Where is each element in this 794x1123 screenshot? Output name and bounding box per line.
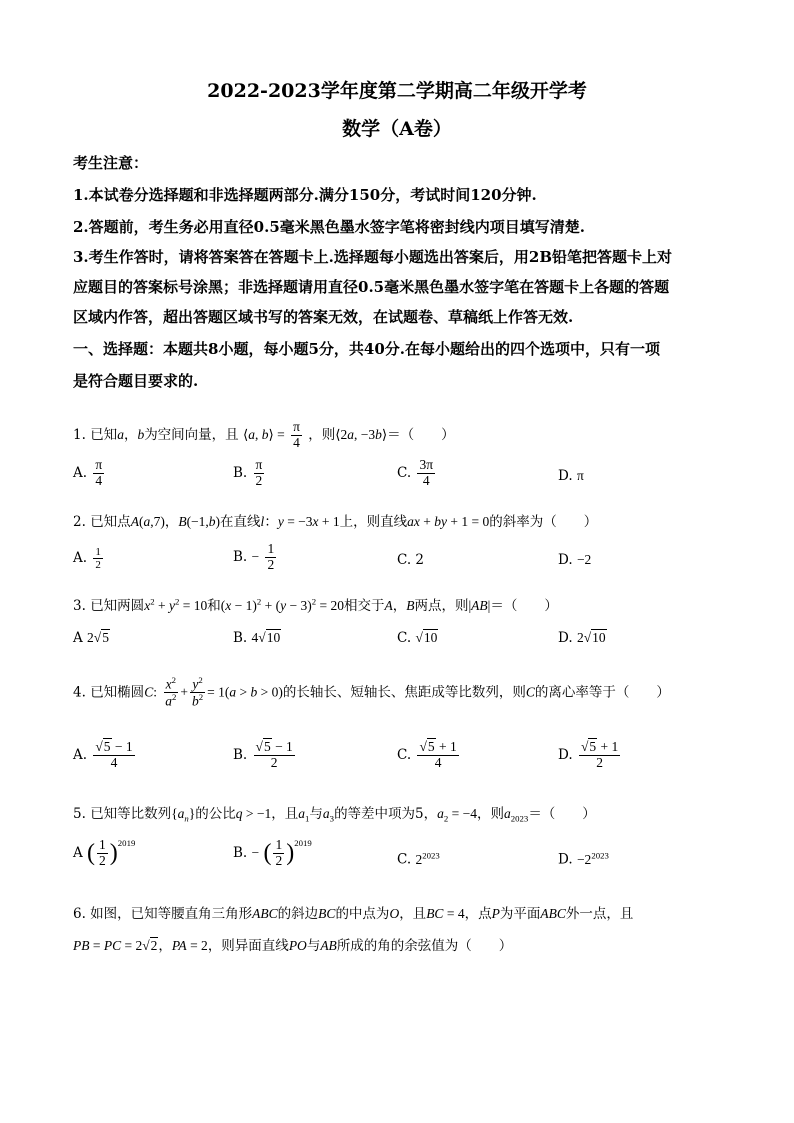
q2-option-a[interactable]: A. $\frac{1}{2}$	[73, 546, 101, 572]
notes-heading: 考生注意：	[73, 154, 149, 172]
note-2: 2.答题前，考生务必用直径0.5毫米黑色墨水签字笔将密封线内项目填写清楚.	[73, 218, 585, 236]
section-1-heading: 一、选择题：本题共8小题，每小题5分，共40分.在每小题给出的四个选项中，只有一项	[73, 340, 660, 358]
q3-option-c[interactable]: C. √10	[397, 630, 438, 646]
q2-option-b[interactable]: B. − $\frac{1}{2}$	[233, 541, 275, 572]
note-1: 1.本试卷分选择题和非选择题两部分.满分150分，考试时间120分钟.	[73, 186, 537, 204]
q1-option-d[interactable]: D. π	[558, 468, 584, 484]
q4-option-d[interactable]: D. $\frac{√5 + 1}{2}$	[558, 739, 619, 770]
q5-option-a[interactable]: A ( $\frac{1}{2}$ )$^{2019}$	[73, 837, 136, 868]
q1-option-a[interactable]: A. $\frac{\pi}{4}$	[73, 457, 103, 488]
question-6-line-1: 6. 如图，已知等腰直角三角形ABC的斜边BC的中点为O，且BC = 4，点P为平面ABC外一点，且	[73, 906, 634, 922]
q3-option-a[interactable]: A 2√5	[73, 630, 109, 646]
note-3-line-2: 应题目的答案标号涂黑；非选择题请用直径0.5毫米黑色墨水签字笔在答题卡上各题的答题	[73, 278, 670, 296]
note-3-line-1: 3.考生作答时，请将答案答在答题卡上.选择题每小题选出答案后，用2B铅笔把答题卡上对	[73, 248, 673, 266]
question-5: 5. 已知等比数列$\{a_n\}$的公比q > −1，且$a_1$与$a_3$的等差中项为5，$a_2 = -4$，则$a_{2023}=$（ ）	[73, 806, 596, 824]
q5-option-b[interactable]: B. − ( $\frac{1}{2}$ )$^{2019}$	[233, 837, 312, 868]
q1-option-c[interactable]: C. $\frac{3\pi}{4}$	[397, 457, 434, 488]
q1-option-b[interactable]: B. $\frac{\pi}{2}$	[233, 457, 263, 488]
q4-option-b[interactable]: B. $\frac{√5 - 1}{2}$	[233, 739, 293, 770]
q4-option-c[interactable]: C. $\frac{√5 + 1}{4}$	[397, 739, 457, 770]
q5-option-c[interactable]: C. $2^{2023}$	[397, 850, 440, 868]
q4-option-a[interactable]: A. $\frac{√5 - 1}{4}$	[73, 739, 133, 770]
q3-option-d[interactable]: D. 2√10	[558, 630, 606, 646]
page-title: 2022-2023学年度第二学期高二年级开学考	[207, 80, 587, 102]
q3-option-b[interactable]: B. 4√10	[233, 630, 281, 646]
question-6-line-2: PB = PC = 2√2，PA = 2，则异面直线PO与AB所成的角的余弦值为（ ）	[73, 938, 513, 954]
q2-option-c[interactable]: C. 2	[397, 552, 425, 568]
question-1: 1. 已知a，b为空间向量，且 ⟨a, b⟩ = $\frac{\pi}{4}$ ，则⟨2a, −3b⟩＝（ ）	[73, 419, 455, 450]
page-subtitle: 数学（A卷）	[342, 118, 452, 140]
note-3-line-3: 区域内作答，超出答题区域书写的答案无效，在试题卷、草稿纸上作答无效.	[73, 308, 574, 326]
q2-option-d[interactable]: D. −2	[558, 552, 592, 568]
question-3: 3. 已知两圆$x^2 + y^2 = 10$和$(x - 1)^2 + (y - 3)^2 = 20$相交于A，B两点，则|AB|＝（ ）	[73, 596, 558, 614]
question-4: 4. 已知椭圆C: $\frac{x^2}{a^2}$ + $\frac{y^2}{b^2}$ = 1(a > b > 0)的长轴长、短轴长、焦距成等比数列，则C的离心率等于（ ）	[73, 675, 670, 709]
q5-option-d[interactable]: D. $-2^{2023}$	[558, 850, 609, 868]
question-2: 2. 已知点A(a,7)，B(−1,b)在直线l：y = −3x + 1上，则直线ax + by + 1 = 0的斜率为（ ）	[73, 514, 598, 530]
section-1-heading-cont: 是符合题目要求的.	[73, 372, 199, 390]
